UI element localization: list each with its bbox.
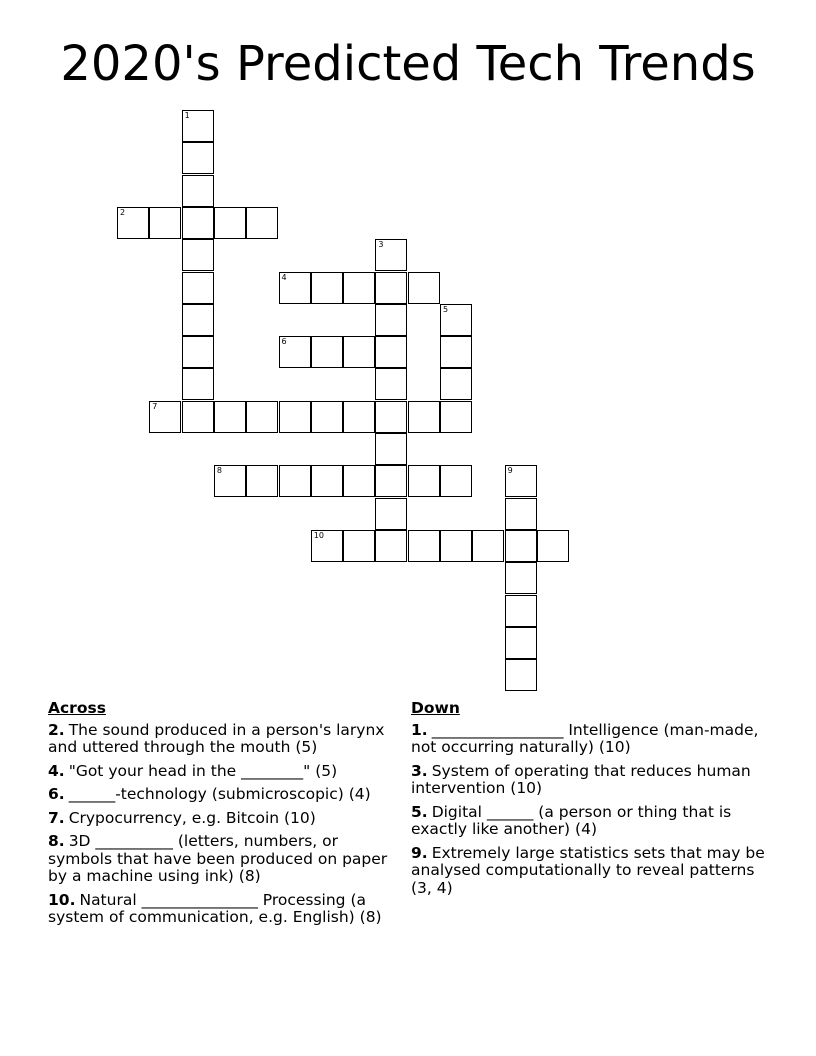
- grid-cell[interactable]: [149, 207, 181, 239]
- grid-cell[interactable]: [182, 110, 214, 142]
- clue-number: 8: [216, 466, 222, 476]
- grid-cell[interactable]: [343, 272, 375, 304]
- grid-cell[interactable]: [440, 304, 472, 336]
- grid-cell[interactable]: [408, 465, 440, 497]
- clue-number: 9: [507, 466, 513, 476]
- grid-cell[interactable]: [246, 207, 278, 239]
- down-clue: [411, 722, 776, 757]
- grid-cell[interactable]: [279, 336, 311, 368]
- grid-cell[interactable]: [343, 530, 375, 562]
- grid-cell[interactable]: [505, 659, 537, 691]
- clue-number: 5.: [411, 802, 428, 821]
- grid-cell[interactable]: [375, 465, 407, 497]
- across-heading: Across: [48, 699, 106, 717]
- grid-cell[interactable]: [440, 336, 472, 368]
- grid-cell[interactable]: [472, 530, 504, 562]
- clue-text: Natural _______________ Processing (a system of communication, e.g. English) (8): [48, 890, 382, 926]
- clue-number: 4: [281, 272, 287, 282]
- grid-cell[interactable]: [279, 465, 311, 497]
- grid-cell[interactable]: [375, 401, 407, 433]
- grid-cell[interactable]: [311, 336, 343, 368]
- clue-number: 6: [281, 337, 287, 347]
- grid-cell[interactable]: [505, 530, 537, 562]
- grid-cell[interactable]: [375, 498, 407, 530]
- grid-cell[interactable]: [214, 465, 246, 497]
- grid-cell[interactable]: [214, 401, 246, 433]
- down-clue: [411, 804, 776, 839]
- clue-number: 6.: [48, 785, 65, 803]
- grid-cell[interactable]: [279, 401, 311, 433]
- grid-cell[interactable]: [182, 304, 214, 336]
- grid-cell[interactable]: [182, 142, 214, 174]
- puzzle-title: 2020's Predicted Tech Trends: [60, 36, 756, 92]
- across-clue-list: [48, 722, 403, 927]
- across-clue: [48, 786, 403, 804]
- clue-text: Extremely large statistics sets that may be analysed computationally to reveal patterns (3, 4): [411, 843, 765, 897]
- grid-cell[interactable]: [182, 175, 214, 207]
- clue-number: 4.: [48, 761, 65, 780]
- grid-cell[interactable]: [408, 530, 440, 562]
- clue-number: 7: [152, 401, 158, 411]
- clue-text: "Got your head in the ________" (5): [68, 761, 338, 780]
- clue-number: 7.: [48, 808, 65, 827]
- grid-cell[interactable]: [343, 336, 375, 368]
- clue-number: 10: [313, 530, 324, 540]
- grid-cell[interactable]: [343, 401, 375, 433]
- grid-cell[interactable]: [214, 207, 246, 239]
- clue-text: ______-technology (submicroscopic) (4): [68, 785, 371, 803]
- down-clue: [411, 763, 776, 798]
- grid-cell[interactable]: [117, 207, 149, 239]
- clue-number: 3.: [411, 761, 428, 780]
- down-clue-list: [411, 722, 776, 898]
- grid-cell[interactable]: [182, 207, 214, 239]
- across-clue: [48, 763, 403, 781]
- grid-cell[interactable]: [375, 530, 407, 562]
- grid-cell[interactable]: [375, 272, 407, 304]
- grid-cell[interactable]: [311, 272, 343, 304]
- grid-cell[interactable]: [375, 304, 407, 336]
- across-clue: [48, 892, 403, 927]
- grid-cell[interactable]: [279, 272, 311, 304]
- grid-cell[interactable]: [246, 401, 278, 433]
- across-clues: [48, 700, 403, 933]
- grid-cell[interactable]: [440, 530, 472, 562]
- grid-cell[interactable]: [182, 368, 214, 400]
- grid-cell[interactable]: [311, 401, 343, 433]
- grid-cell[interactable]: [440, 368, 472, 400]
- grid-cell[interactable]: [343, 465, 375, 497]
- clue-number: 2.: [48, 720, 65, 739]
- clue-number: 5: [443, 304, 449, 314]
- clue-number: 8.: [48, 832, 65, 850]
- clue-number: 10.: [48, 890, 76, 909]
- grid-cell[interactable]: [182, 239, 214, 271]
- grid-cell[interactable]: [182, 401, 214, 433]
- grid-cell[interactable]: [505, 562, 537, 594]
- clue-text: System of operating that reduces human intervention (10): [411, 761, 751, 797]
- clue-text: Digital ______ (a person or thing that is exactly like another) (4): [411, 802, 732, 838]
- clue-text: Crypocurrency, e.g. Bitcoin (10): [68, 808, 316, 827]
- across-clue: [48, 722, 403, 757]
- clue-number: 9.: [411, 843, 428, 862]
- grid-cell[interactable]: [182, 272, 214, 304]
- grid-cell[interactable]: [505, 465, 537, 497]
- grid-cell[interactable]: [505, 498, 537, 530]
- clue-number: 1: [184, 111, 190, 120]
- down-heading: Down: [411, 699, 460, 717]
- grid-cell[interactable]: [408, 272, 440, 304]
- across-clue: [48, 833, 403, 886]
- grid-cell[interactable]: [375, 239, 407, 271]
- clue-text: 3D __________ (letters, numbers, or symbols that have been produced on paper by a machine using ink) (8): [48, 832, 388, 885]
- grid-cell[interactable]: [375, 336, 407, 368]
- grid-cell[interactable]: [408, 401, 440, 433]
- grid-cell[interactable]: [246, 465, 278, 497]
- grid-cell[interactable]: [311, 530, 343, 562]
- clue-number: 2: [120, 207, 126, 217]
- grid-cell[interactable]: [375, 368, 407, 400]
- across-clue: [48, 810, 403, 828]
- grid-cell[interactable]: [149, 401, 181, 433]
- grid-cell[interactable]: [311, 465, 343, 497]
- down-clues: [411, 700, 776, 903]
- grid-cell[interactable]: [375, 433, 407, 465]
- clue-text: _________________ Intelligence (man-made, not occurring naturally) (10): [411, 720, 759, 756]
- clue-text: The sound produced in a person's larynx and uttered through the mouth (5): [48, 720, 385, 756]
- clue-number: 3: [378, 240, 384, 250]
- grid-cell[interactable]: [505, 627, 537, 659]
- clue-number: 1.: [411, 720, 428, 739]
- grid-cell[interactable]: [537, 530, 569, 562]
- grid-cell[interactable]: [182, 336, 214, 368]
- down-clue: [411, 845, 776, 898]
- grid-cell[interactable]: [505, 595, 537, 627]
- grid-cell[interactable]: [440, 401, 472, 433]
- grid-cell[interactable]: [440, 465, 472, 497]
